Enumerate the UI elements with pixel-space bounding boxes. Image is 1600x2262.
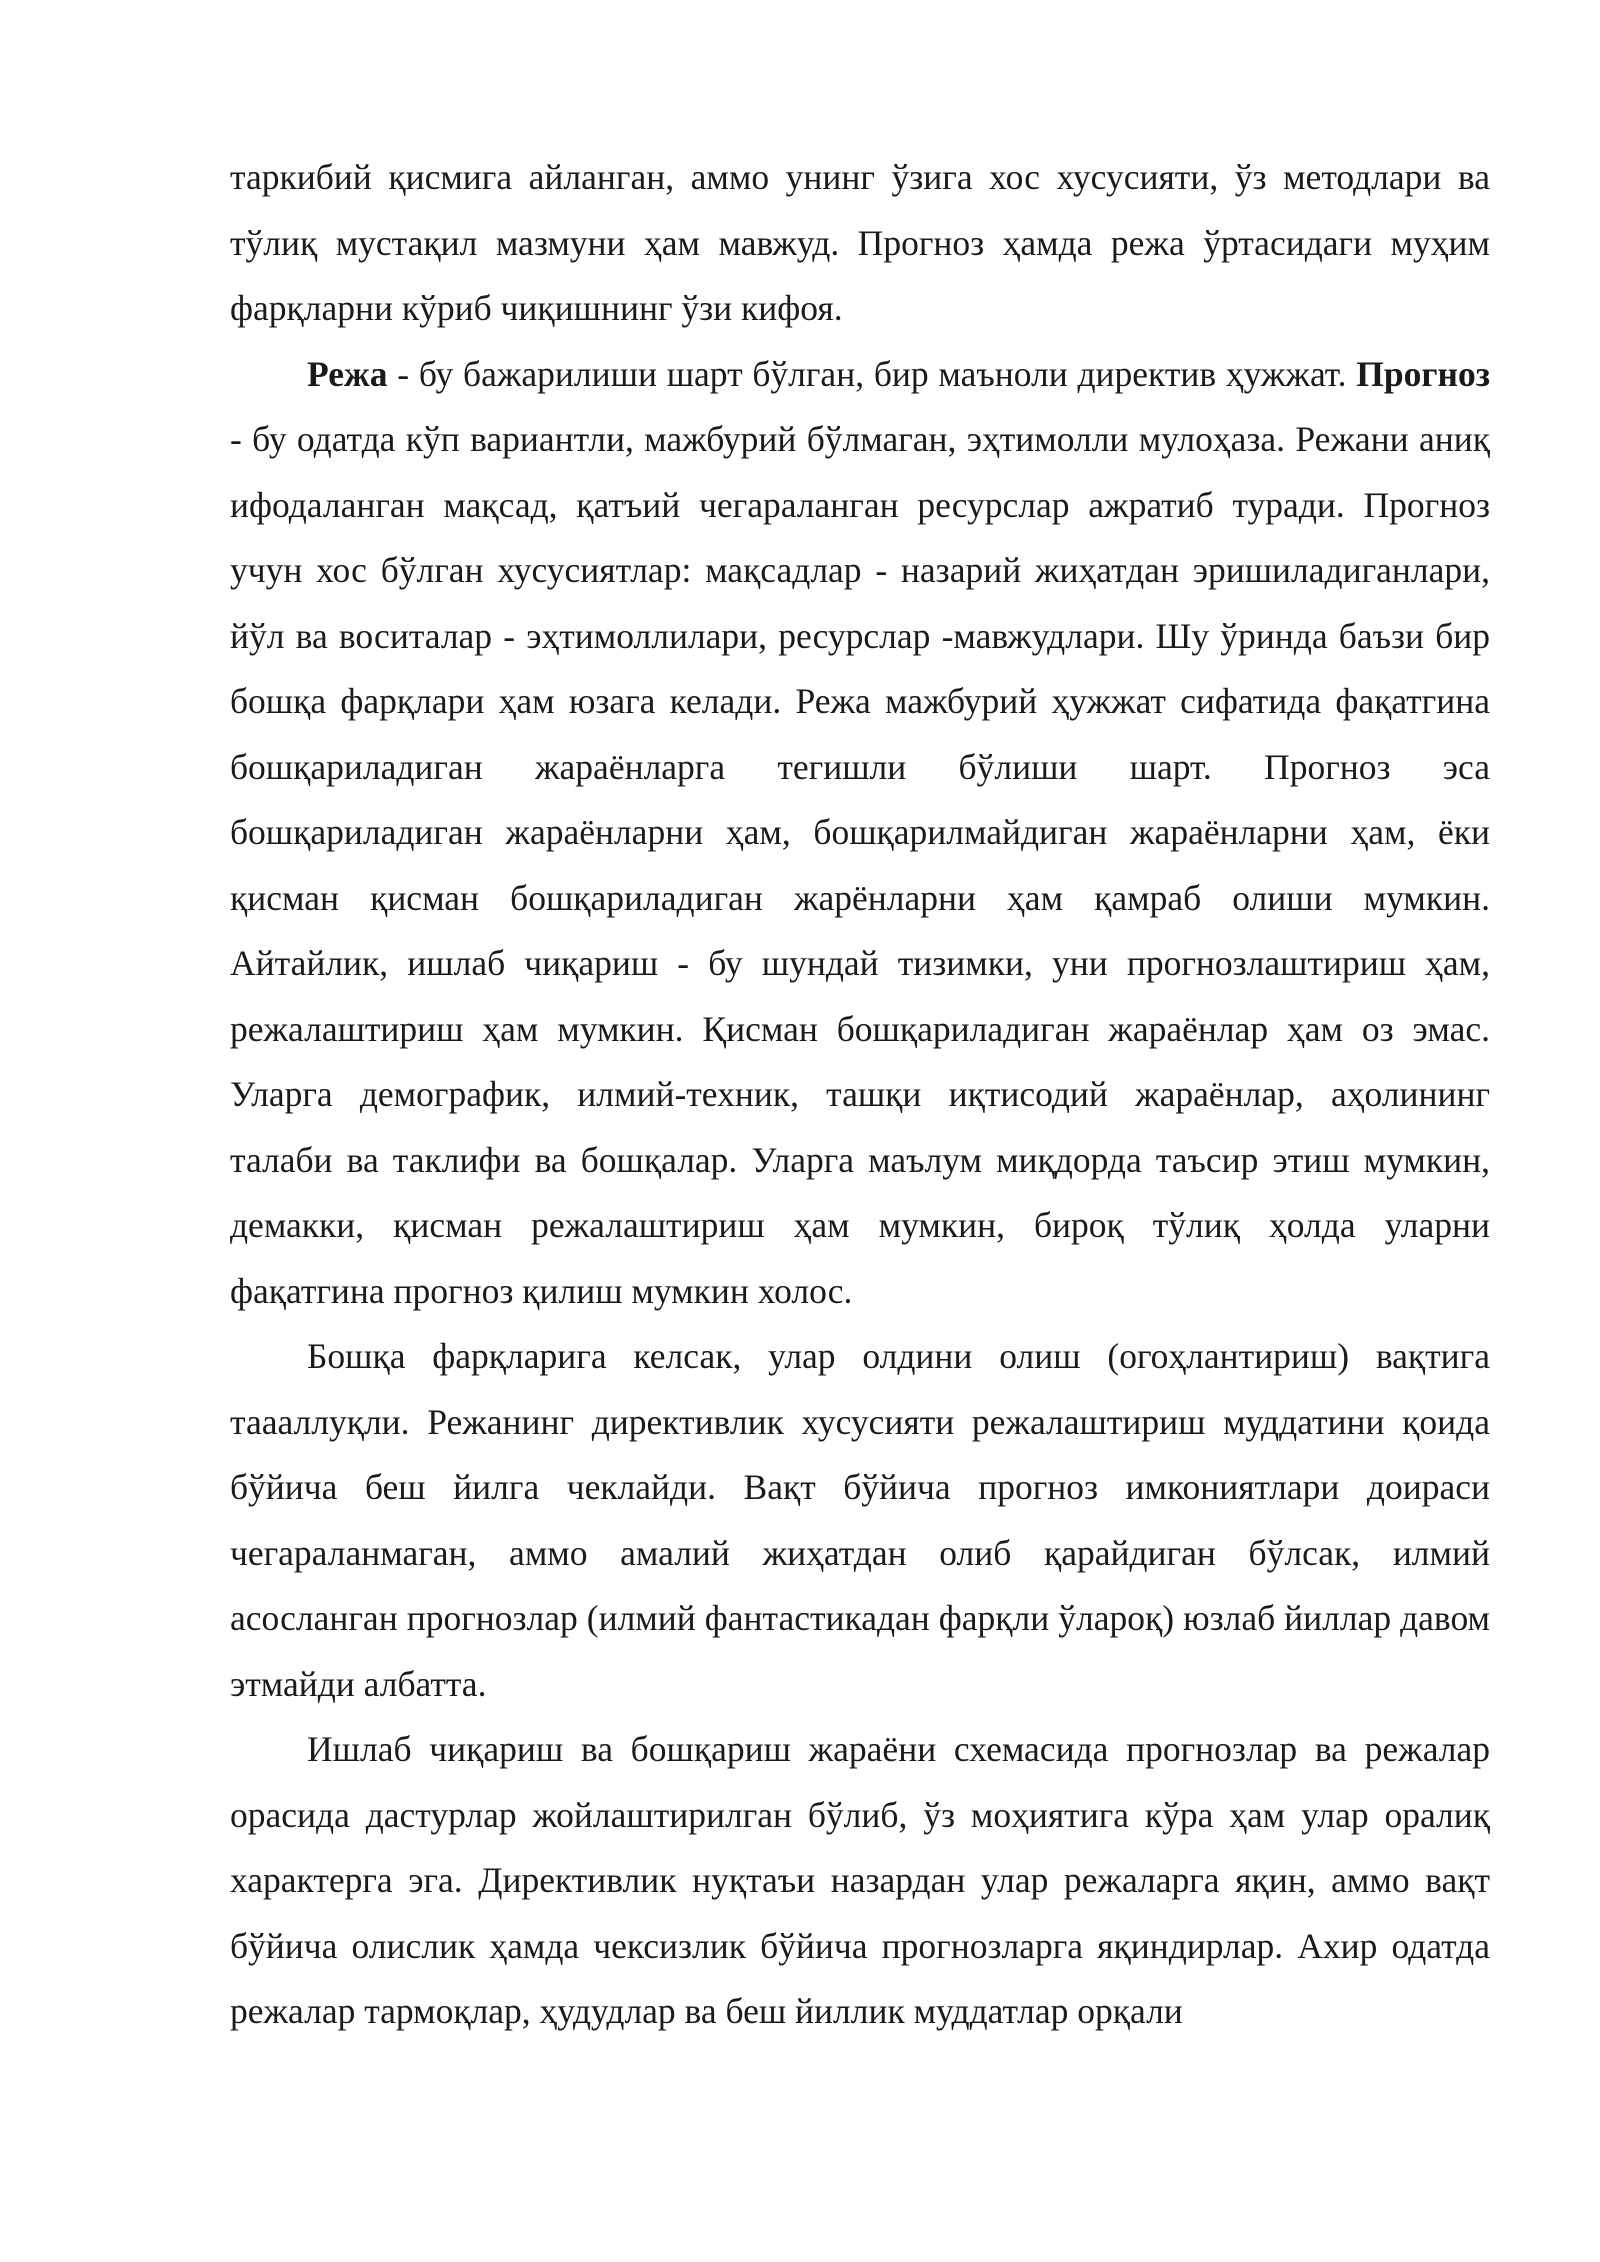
- paragraph-2-text-2: - бу одатда кўп вариантли, мажбурий бўлмаган, эҳтимолли мулоҳаза. Режани аниқ ифодаланган мақсад, қатъий чегараланган ресурслар ажратиб туради. Прогноз учун хос бўлган хусусиятлар: мақсадлар - назарий жиҳатдан эришиладиганлари, йўл ва воситалар - эҳтимоллилари, ресурслар -мавжудлари. Шу ўринда баъзи бир бошқа фарқлари ҳам юзага келади. Режа мажбурий ҳужжат сифатида фақатгина бошқариладиган жараёнларга тегишли бўлиши шарт. Прогноз эса бошқариладиган жараёнларни ҳам, бошқарилмайдиган жараёнларни ҳам, ёки қисман қисман бошқариладиган жарёнларни ҳам қамраб олиши мумкин. Айтайлик, ишлаб чиқариш - бу шундай тизимки, уни прогнозлаштириш ҳам, режалаштириш ҳам мумкин. Қисман бошқариладиган жараёнлар ҳам оз эмас. Уларга демографик, илмий-техник, ташқи иқтисодий жараёнлар, аҳолининг талаби ва таклифи ва бошқалар. Уларга маълум миқдорда таъсир этиш мумкин, демакки, қисман режалаштириш ҳам мумкин, бироқ тўлиқ ҳолда уларни фақатгина прогноз қилиш мумкин холос.: [230, 419, 1490, 1311]
- paragraph-2: [230, 342, 1490, 1325]
- paragraph-1: таркибий қисмига айланган, аммо унинг ўзига хос хусусияти, ўз методлари ва тўлиқ мустақил мазмуни ҳам мавжуд. Прогноз ҳамда режа ўртасидаги муҳим фарқларни кўриб чиқишнинг ўзи кифоя.: [230, 157, 1490, 328]
- term-prognoz: Прогноз: [1356, 353, 1490, 394]
- paragraph-4: Ишлаб чиқариш ва бошқариш жараёни схемасида прогнозлар ва режалар орасида дастурлар жойлаштирилган бўлиб, ўз моҳиятига кўра ҳам улар оралиқ характерга эга. Директивлик нуқтаъи назардан улар режаларга яқин, аммо вақт бўйича олислик ҳамда чексизлик бўйича прогнозларга яқиндирлар. Ахир одатда режалар тармоқлар, ҳудудлар ва беш йиллик муддатлар орқали: [230, 1729, 1490, 2031]
- document-page: [230, 145, 1490, 2045]
- paragraph-3: Бошқа фарқларига келсак, улар олдини олиш (огоҳлантириш) вақтига таааллуқли. Режанинг директивлик хусусияти режалаштириш муддатини қоида бўйича беш йилга чеклайди. Вақт бўйича прогноз имкониятлари доираси чегараланмаган, аммо амалий жиҳатдан олиб қарайдиган бўлсак, илмий асосланган прогнозлар (илмий фантастикадан фарқли ўлароқ) юзлаб йиллар давом этмайди албатта.: [230, 1336, 1490, 1704]
- paragraph-2-text-1: - бу бажарилиши шарт бўлган, бир маъноли директив ҳужжат.: [387, 353, 1357, 394]
- term-reja: Режа: [307, 353, 388, 394]
